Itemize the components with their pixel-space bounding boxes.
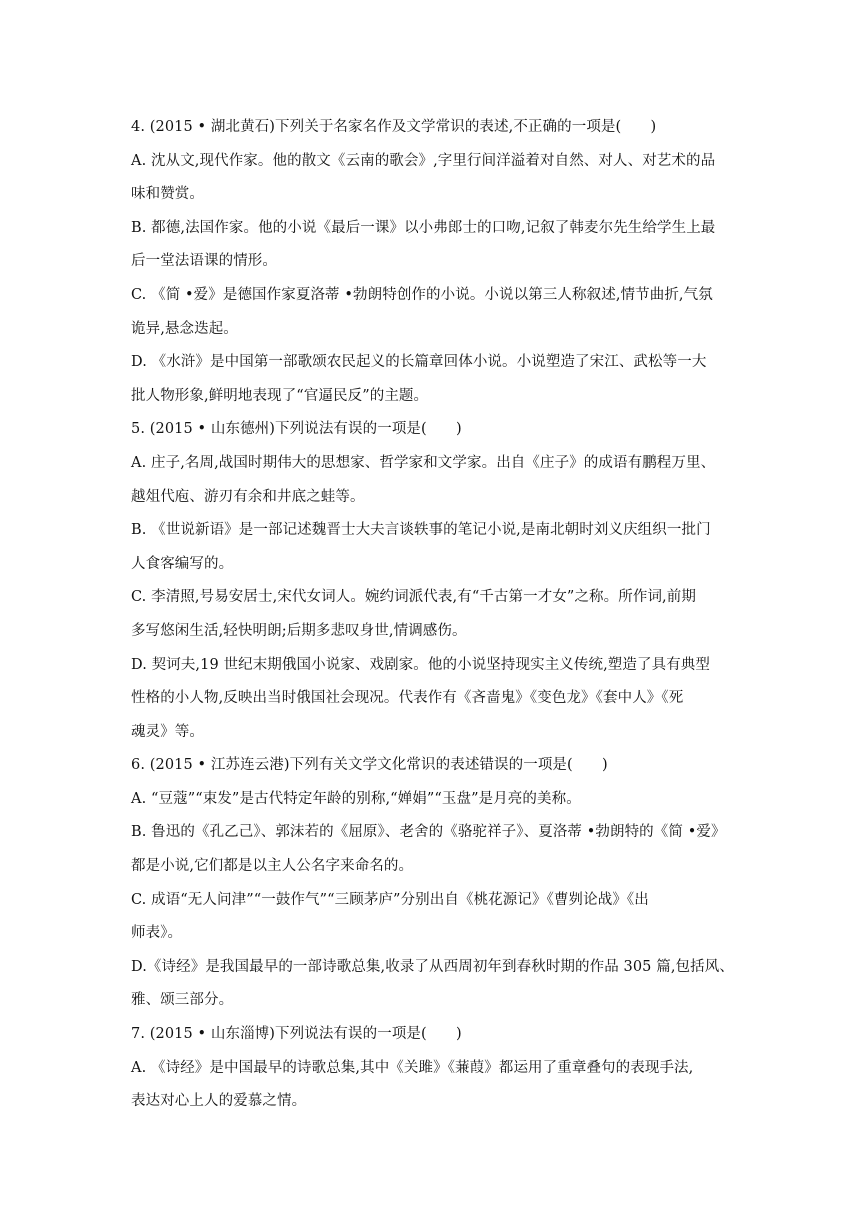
question-6	[131, 749, 732, 1018]
option-a-line-2: 表达对心上人的爱慕之情。	[131, 1093, 307, 1110]
option-d-line-2: 批人物形象,鲜明地表现了“官逼民反”的主题。	[131, 387, 429, 404]
question-5	[131, 413, 732, 749]
option-b-line-2: 人食客编写的。	[131, 555, 234, 572]
option-c-line-1: C. 成语“无人问津”“一鼓作气”“三顾茅庐”分别出自《桃花源记》《曹刿论战》《出	[131, 891, 649, 908]
option-a-line-1: A. 《诗经》是中国最早的诗歌总集,其中《关雎》《蒹葭》都运用了重章叠句的表现手法,	[131, 1059, 694, 1076]
question-stem: 6. (2015 • 江苏连云港)下列有关文学文化常识的表述错误的一项是( )	[131, 757, 608, 774]
option-a-line-1: A. “豆蔻”“束发”是古代特定年龄的别称,“婵娟”“玉盘”是月亮的美称。	[131, 790, 581, 807]
option-a-line-2: 味和赞赏。	[131, 186, 204, 203]
question-7	[131, 1018, 732, 1119]
question-stem: 7. (2015 • 山东淄博)下列说法有误的一项是( )	[131, 1026, 462, 1043]
option-b-line-1: B. 都德,法国作家。他的小说《最后一课》以小弗郎士的口吻,记叙了韩麦尔先生给学生上最	[131, 219, 716, 236]
option-d-line-1: D. 契诃夫,19 世纪末期俄国小说家、戏剧家。他的小说坚持现实主义传统,塑造了具有典型	[131, 656, 711, 673]
option-c-line-1: C. 《简 •爱》是德国作家夏洛蒂 •勃朗特创作的小说。小说以第三人称叙述,情节曲折,气氛	[131, 286, 713, 303]
option-b-line-2: 都是小说,它们都是以主人公名字来命名的。	[131, 858, 414, 875]
option-a-line-1: A. 庄子,名周,战国时期伟大的思想家、哲学家和文学家。出自《庄子》的成语有鹏程万里、	[131, 454, 716, 471]
option-b-line-1: B. 鲁迅的《孔乙己》、郭沫若的《屈原》、老舍的《骆驼祥子》、夏洛蒂 •勃朗特的《简 •爱》	[131, 824, 726, 841]
option-b-line-1: B. 《世说新语》是一部记述魏晋士大夫言谈轶事的笔记小说,是南北朝时刘义庆组织一批门	[131, 522, 711, 539]
option-d-line-1: D. 《水浒》是中国第一部歌颂农民起义的长篇章回体小说。小说塑造了宋江、武松等一大	[131, 354, 707, 371]
option-a-line-2: 越俎代庖、游刃有余和井底之蛙等。	[131, 488, 365, 505]
option-a-line-1: A. 沈从文,现代作家。他的散文《云南的歌会》,字里行间洋溢着对自然、对人、对艺术的品	[131, 152, 716, 169]
option-d-line-2: 性格的小人物,反映出当时俄国社会现况。代表作有《吝啬鬼》《变色龙》《套中人》《死	[131, 690, 684, 707]
option-c-line-1: C. 李清照,号易安居士,宋代女词人。婉约词派代表,有“千古第一才女”之称。所作词,前期	[131, 589, 696, 606]
option-c-line-2: 诡异,悬念迭起。	[131, 320, 238, 337]
option-d-line-1: D.《诗经》是我国最早的一部诗歌总集,收录了从西周初年到春秋时期的作品 305 篇,包括风、	[131, 958, 734, 975]
option-b-line-2: 后一堂法语课的情形。	[131, 253, 277, 270]
option-c-line-2: 多写悠闲生活,轻快明朗;后期多悲叹身世,情调感伤。	[131, 622, 467, 639]
question-4	[131, 111, 732, 413]
question-stem: 5. (2015 • 山东德州)下列说法有误的一项是( )	[131, 421, 462, 438]
question-stem: 4. (2015 • 湖北黄石)下列关于名家名作及文学常识的表述,不正确的一项是( )	[131, 119, 657, 135]
option-d-line-2: 雅、颂三部分。	[131, 992, 234, 1009]
option-c-line-2: 师表》。	[131, 925, 183, 942]
option-d-line-3: 魂灵》等。	[131, 723, 204, 740]
